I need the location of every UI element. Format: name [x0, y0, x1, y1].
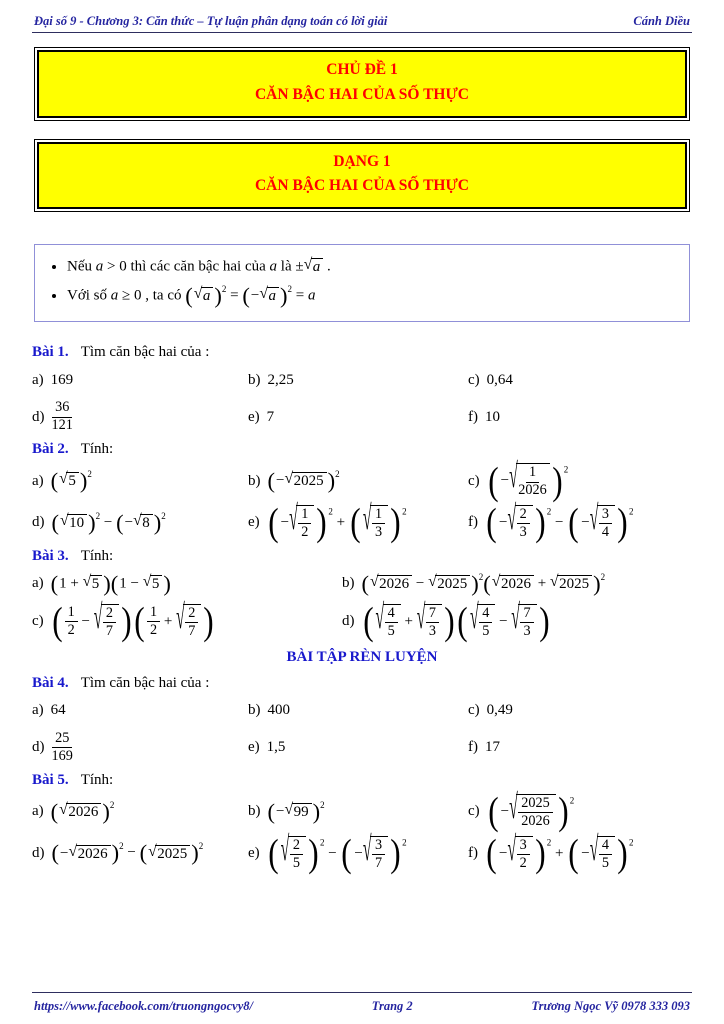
item-tag: b)	[248, 803, 261, 820]
radical-sign-icon: √	[362, 500, 372, 538]
paren-group: ( √ $\frac{1}{3}$ )	[350, 500, 401, 545]
item-tag: f)	[468, 408, 478, 425]
exercise-item	[32, 840, 248, 868]
radical-sign-icon: √	[507, 831, 517, 869]
fraction: $\frac{1}{2}$	[298, 507, 311, 541]
radical-sign-icon: √	[470, 599, 479, 637]
paren-group: ( − √ $\frac{3}{2}$ )	[486, 831, 546, 876]
exercise-label: Bài 4.	[32, 674, 69, 691]
fraction: $\frac{3}{4}$	[599, 507, 612, 541]
sqrt-radical	[511, 599, 536, 640]
radical-sign-icon: √	[289, 500, 298, 538]
exercise-grid	[32, 366, 692, 434]
fraction: $\frac{4}{5}$	[385, 606, 398, 640]
paren-group: ( 1 − √ 5 )	[110, 570, 171, 596]
paren-group: ( $\frac{1}{2}$ + √ $\frac{2}{7}$ )	[134, 599, 215, 644]
sqrt-radical: √ 5	[59, 472, 79, 490]
exercise-item	[248, 500, 468, 545]
paren-group: ( √ 2025 )	[139, 840, 199, 866]
exercise-title: Tìm căn bậc hai của :	[80, 344, 210, 361]
sqrt-radical: √ 2026	[492, 575, 534, 593]
theory-list	[51, 253, 675, 311]
exercise-section	[32, 675, 692, 765]
exercise-item	[248, 403, 468, 431]
sqrt-radical: √ 2025	[148, 845, 190, 863]
fraction: $\frac{2}{7}$	[185, 606, 198, 640]
item-tag: c)	[468, 803, 480, 820]
paren-group: ( √ 5 )	[50, 467, 88, 493]
sqrt-radical	[470, 599, 495, 640]
exercise-title: Tính:	[80, 771, 114, 788]
dang-title-box-inner	[37, 142, 687, 210]
item-formula: ( − √ 2026 ) $^2$ − ( √ 2025 ) $^2$	[51, 840, 204, 866]
item-tag: c)	[468, 702, 480, 719]
sqrt-radical: √ 10	[60, 514, 87, 532]
exercise-item	[248, 734, 468, 762]
item-formula	[52, 400, 73, 434]
item-formula	[50, 570, 171, 596]
chude-line1: CHỦ ĐỀ 1	[326, 61, 398, 78]
paren-group: ( − √ $\frac{4}{5}$ )	[568, 831, 628, 876]
sqrt-radical	[362, 831, 388, 872]
radical-sign-icon: √	[362, 831, 372, 869]
radical-sign-icon: √	[589, 831, 599, 869]
exercise-section	[32, 547, 692, 644]
exercise-item	[248, 697, 468, 725]
radical-sign-icon: √	[93, 599, 103, 637]
item-formula: ( √ 5 ) $^2$	[50, 467, 92, 493]
item-tag: b)	[248, 702, 261, 719]
exercise-item	[468, 734, 692, 762]
sqrt-radical	[416, 599, 442, 640]
exercise-item	[248, 798, 468, 826]
exercise-item	[32, 697, 248, 725]
radical-sign-icon: √	[148, 842, 157, 860]
item-formula: 1,5	[266, 739, 286, 756]
exercise-item	[32, 467, 248, 495]
exercise-title: Tìm căn bậc hai của :	[80, 674, 210, 691]
item-formula: ( − √ 2025 ) $^2$	[267, 467, 340, 493]
item-tag: b)	[248, 472, 261, 489]
item-formula: 2,25	[267, 371, 294, 388]
exercise-item	[32, 509, 248, 537]
item-tag: d)	[342, 613, 355, 630]
radical-sign-icon: √	[284, 800, 294, 818]
item-tag: c)	[468, 472, 480, 489]
exercise-label: Bài 2.	[32, 441, 69, 458]
item-formula: ( − √ 99 ) $^2$	[267, 798, 325, 824]
exercise-item	[248, 366, 468, 394]
paren-group: ( − √ 2026 )	[51, 840, 120, 866]
radical-sign-icon: √	[428, 573, 437, 591]
radical-sign-icon: √	[511, 599, 520, 637]
radical-sign-icon: √	[59, 470, 68, 488]
item-formula: 400	[267, 702, 290, 719]
item-formula: ( √ 10 ) $^2$ − ( − √ 8 ) $^2$	[51, 509, 166, 535]
item-formula: ( − √ $\frac{2}{3}$ ) $^2$ − ( − √ $\frac{3}{4}$ ) $^2$	[486, 500, 634, 545]
item-tag: d)	[32, 408, 45, 425]
paren-group: ( − √ $\frac{2}{3}$ )	[486, 500, 546, 545]
radical-sign-icon: √	[193, 285, 203, 303]
item-tag: f)	[468, 739, 478, 756]
item-tag: a)	[32, 803, 44, 820]
sqrt-radical: √ 99	[284, 803, 311, 821]
sqrt-radical: √ 5	[83, 575, 103, 593]
radical-sign-icon: √	[491, 573, 501, 591]
item-tag: e)	[248, 514, 260, 531]
paren-group: ( √ 10 )	[51, 509, 96, 535]
item-formula: ( − √ $\frac{3}{2}$ ) $^2$ + ( − √ $\frac{4}{5}$ ) $^2$	[486, 831, 634, 876]
item-formula: 17	[485, 739, 500, 756]
fraction: $\frac{2}{3}$	[517, 507, 530, 541]
content-blocks	[32, 338, 692, 878]
sqrt-radical	[509, 458, 550, 499]
chude-title-box-inner	[37, 50, 687, 118]
exercise-grid	[32, 697, 692, 765]
paren-group: ( 1 + √ 5 )	[50, 570, 111, 596]
header-left-text: Đại số 9 - Chương 3: Căn thức – Tự luận phân dạng toán có lời giải	[34, 14, 388, 28]
exercise-item	[468, 366, 692, 394]
item-tag: a)	[32, 371, 44, 388]
paren-group: ( − √ 8 )	[116, 509, 162, 535]
footer-page-number: Trang 2	[371, 999, 413, 1013]
paren-group: ( − √ $\frac{1}{2}$ )	[267, 500, 328, 545]
radical-sign-icon: √	[375, 599, 385, 637]
item-tag: f)	[468, 514, 478, 531]
sqrt-radical	[176, 599, 201, 640]
fraction: $\frac{2}{7}$	[103, 606, 116, 640]
theory-bullet: • Nếu a > 0 thì các căn bậc hai của a là ± √ a .	[67, 253, 675, 281]
fraction: $\frac{3}{2}$	[517, 838, 530, 872]
sqrt-radical	[507, 831, 532, 872]
sqrt-radical	[93, 599, 119, 640]
footer-link[interactable]: https://www.facebook.com/truongngocvy8/	[34, 999, 253, 1013]
radical-sign-icon: √	[507, 500, 517, 538]
exercise-item	[342, 599, 692, 644]
radical-sign-icon: √	[284, 470, 294, 488]
sqrt-radical: √ 2025	[284, 472, 326, 490]
item-tag: d)	[32, 739, 45, 756]
sqrt-radical: √ a	[259, 287, 279, 305]
item-formula: 169	[50, 371, 74, 388]
sqrt-radical	[280, 831, 306, 872]
sqrt-radical	[589, 831, 615, 872]
item-formula: 0,64	[486, 371, 513, 388]
header-right-text: Cánh Diều	[633, 14, 690, 28]
item-formula: ( √ $\frac{2}{5}$ ) $^2$ − ( − √ $\frac{3}{7}$ ) $^2$	[267, 831, 407, 876]
radical-sign-icon: √	[509, 458, 518, 497]
dang-line1: DẠNG 1	[333, 152, 391, 170]
item-tag: a)	[32, 702, 44, 719]
radical-sign-icon: √	[416, 599, 426, 637]
item-tag: a)	[32, 472, 44, 489]
radical-sign-icon: √	[133, 512, 142, 530]
sqrt-radical: √ a	[194, 287, 214, 305]
item-formula: 7	[266, 408, 275, 425]
radical-sign-icon: √	[589, 500, 599, 538]
page-footer	[32, 993, 692, 1014]
fraction: $\frac{4}{5}$	[479, 606, 492, 640]
fraction: $\frac{3}{7}$	[372, 838, 385, 872]
dang-title-box	[34, 139, 690, 213]
paren-group: ( √ a )	[185, 282, 222, 308]
exercise-item	[248, 467, 468, 495]
item-formula: ( − √ $\frac{2025}{2026}$ ) $^2$	[487, 789, 575, 834]
item-tag: c)	[468, 371, 480, 388]
item-formula: ( √ 2026 ) $^2$	[50, 798, 115, 824]
paren-group: ( √ 2026 − √ 2025 )	[361, 570, 479, 596]
exercise-label: Bài 1.	[32, 344, 69, 361]
sqrt-radical: √ 5	[143, 575, 163, 593]
item-formula: ( √ 2026 − √ 2025 ) $^2$ ( √ 2026 + √ 2025 ) $^2$	[361, 570, 606, 596]
sqrt-radical: √ 2025	[428, 575, 470, 593]
item-tag: e)	[248, 845, 260, 862]
item-formula: ( − √ $\frac{1}{2026}$ ) $^2$	[487, 458, 569, 503]
item-tag: d)	[32, 514, 45, 531]
exercise-item	[32, 366, 248, 394]
radical-sign-icon: √	[176, 599, 185, 637]
exercise-title: Tính:	[80, 547, 114, 564]
item-tag: a)	[32, 575, 44, 592]
exercise-item	[468, 500, 692, 545]
exercise-item	[342, 570, 692, 598]
item-tag: e)	[248, 739, 260, 756]
fraction: $\frac{7}{3}$	[520, 606, 533, 640]
exercise-item	[32, 400, 248, 434]
item-tag: f)	[468, 845, 478, 862]
radical-sign-icon: √	[509, 789, 518, 827]
radical-sign-icon: √	[68, 842, 78, 860]
item-formula: ( − √ $\frac{1}{2}$ ) $^2$ + ( √ $\frac{1}{3}$ ) $^2$	[267, 500, 407, 545]
chude-line2: CĂN BẬC HAI CỦA SỐ THỰC	[254, 85, 469, 103]
sqrt-radical: √ 2026	[68, 845, 110, 863]
exercise-grid	[32, 789, 692, 876]
exercise-title: Tính:	[80, 441, 114, 458]
fraction: $\frac{2}{5}$	[290, 838, 303, 872]
paren-group: ( − √ $\frac{1}{2026}$ )	[487, 458, 563, 503]
sqrt-radical: √ 2026	[59, 803, 101, 821]
paren-group: ( − √ 2025 )	[267, 467, 336, 493]
exercise-grid	[32, 570, 692, 644]
exercise-item	[468, 789, 692, 834]
exercise-item	[468, 831, 692, 876]
paren-group: ( − √ $\frac{2025}{2026}$ )	[487, 789, 569, 834]
paren-group: ( − √ $\frac{3}{7}$ )	[341, 831, 401, 876]
fraction: $\frac{36}{121}$	[51, 399, 73, 434]
footer-author: Trương Ngọc Vỹ 0978 333 093	[531, 999, 690, 1013]
exercise-item	[32, 798, 248, 826]
exercise-item	[468, 697, 692, 725]
exercise-section	[32, 344, 692, 434]
radical-sign-icon: √	[370, 573, 379, 591]
radical-sign-icon: √	[59, 800, 68, 818]
sqrt-radical	[589, 500, 615, 541]
theory-box	[34, 244, 690, 322]
item-formula: 10	[485, 408, 500, 425]
item-formula: 0,49	[486, 702, 513, 719]
exercise-item	[32, 731, 248, 765]
item-formula: 64	[50, 702, 66, 719]
exercise-grid	[32, 458, 692, 545]
exercise-item	[468, 403, 692, 431]
item-formula	[52, 731, 73, 765]
theory-bullet: • Với số a ≥ 0 , ta có ( √ a ) $^2$ = ( − √ a ) $^2$ = a	[67, 281, 675, 311]
exercise-item	[468, 458, 692, 503]
item-tag: b)	[248, 371, 261, 388]
fraction: $\frac{7}{3}$	[426, 606, 439, 640]
radical-sign-icon: √	[60, 512, 69, 530]
radical-sign-icon: √	[142, 573, 152, 591]
paren-group: ( − √ $\frac{3}{4}$ )	[568, 500, 628, 545]
fraction: $\frac{1}{3}$	[372, 507, 385, 541]
sqrt-radical	[509, 789, 556, 830]
paren-group: ( − √ a )	[242, 282, 288, 308]
fraction: $\frac{4}{5}$	[599, 838, 612, 872]
exercise-label: Bài 3.	[32, 547, 69, 564]
sqrt-radical: √ 8	[133, 514, 153, 532]
sqrt-radical	[507, 500, 532, 541]
fraction: $\frac{1}{2}$	[65, 605, 78, 639]
radical-sign-icon: √	[549, 573, 559, 591]
paren-group: ( $\frac{1}{2}$ − √ $\frac{2}{7}$ )	[51, 599, 132, 644]
exercise-section	[32, 441, 692, 545]
sqrt-radical: √ 2025	[550, 575, 592, 593]
chude-title-box	[34, 47, 690, 121]
sqrt-radical	[375, 599, 401, 640]
exercise-section	[32, 771, 692, 876]
header-rule	[32, 32, 692, 33]
fraction: $\frac{1}{2026}$	[518, 464, 547, 499]
exercise-item	[32, 570, 342, 598]
item-tag: b)	[342, 575, 355, 592]
exercise-label: Bài 5.	[32, 771, 69, 788]
sqrt-radical: √ 2026	[370, 575, 412, 593]
paren-group: ( √ $\frac{4}{5}$ − √ $\frac{7}{3}$ )	[457, 599, 550, 644]
subsection-heading: BÀI TẬP RÈN LUYỆN	[286, 648, 438, 665]
paren-group: ( √ $\frac{4}{5}$ + √ $\frac{7}{3}$ )	[362, 599, 455, 644]
item-formula	[51, 599, 216, 644]
paren-group: ( − √ 99 )	[267, 798, 321, 824]
paren-group: ( √ 2026 )	[50, 798, 110, 824]
exercise-item	[248, 831, 468, 876]
exercise-item	[32, 599, 342, 644]
fraction: $\frac{2025}{2026}$	[518, 796, 553, 830]
radical-sign-icon: √	[259, 285, 268, 303]
paren-group: ( √ 2026 + √ 2025 )	[483, 570, 601, 596]
radical-sign-icon: √	[82, 573, 92, 591]
sqrt-radical	[362, 500, 388, 541]
item-tag: e)	[248, 408, 260, 425]
item-formula	[362, 599, 551, 644]
dang-line2: CĂN BẬC HAI CỦA SỐ THỰC	[254, 177, 469, 195]
radical-sign-icon: √	[280, 831, 290, 869]
fraction: $\frac{1}{2}$	[147, 605, 160, 639]
sqrt-radical: √ a	[304, 258, 324, 276]
item-tag: d)	[32, 845, 45, 862]
fraction: $\frac{25}{169}$	[51, 729, 73, 764]
paren-group: ( √ $\frac{2}{5}$ )	[267, 831, 319, 876]
sqrt-radical	[289, 500, 314, 541]
page-header	[32, 14, 692, 32]
item-tag: c)	[32, 613, 44, 630]
radical-sign-icon: √	[303, 256, 313, 274]
